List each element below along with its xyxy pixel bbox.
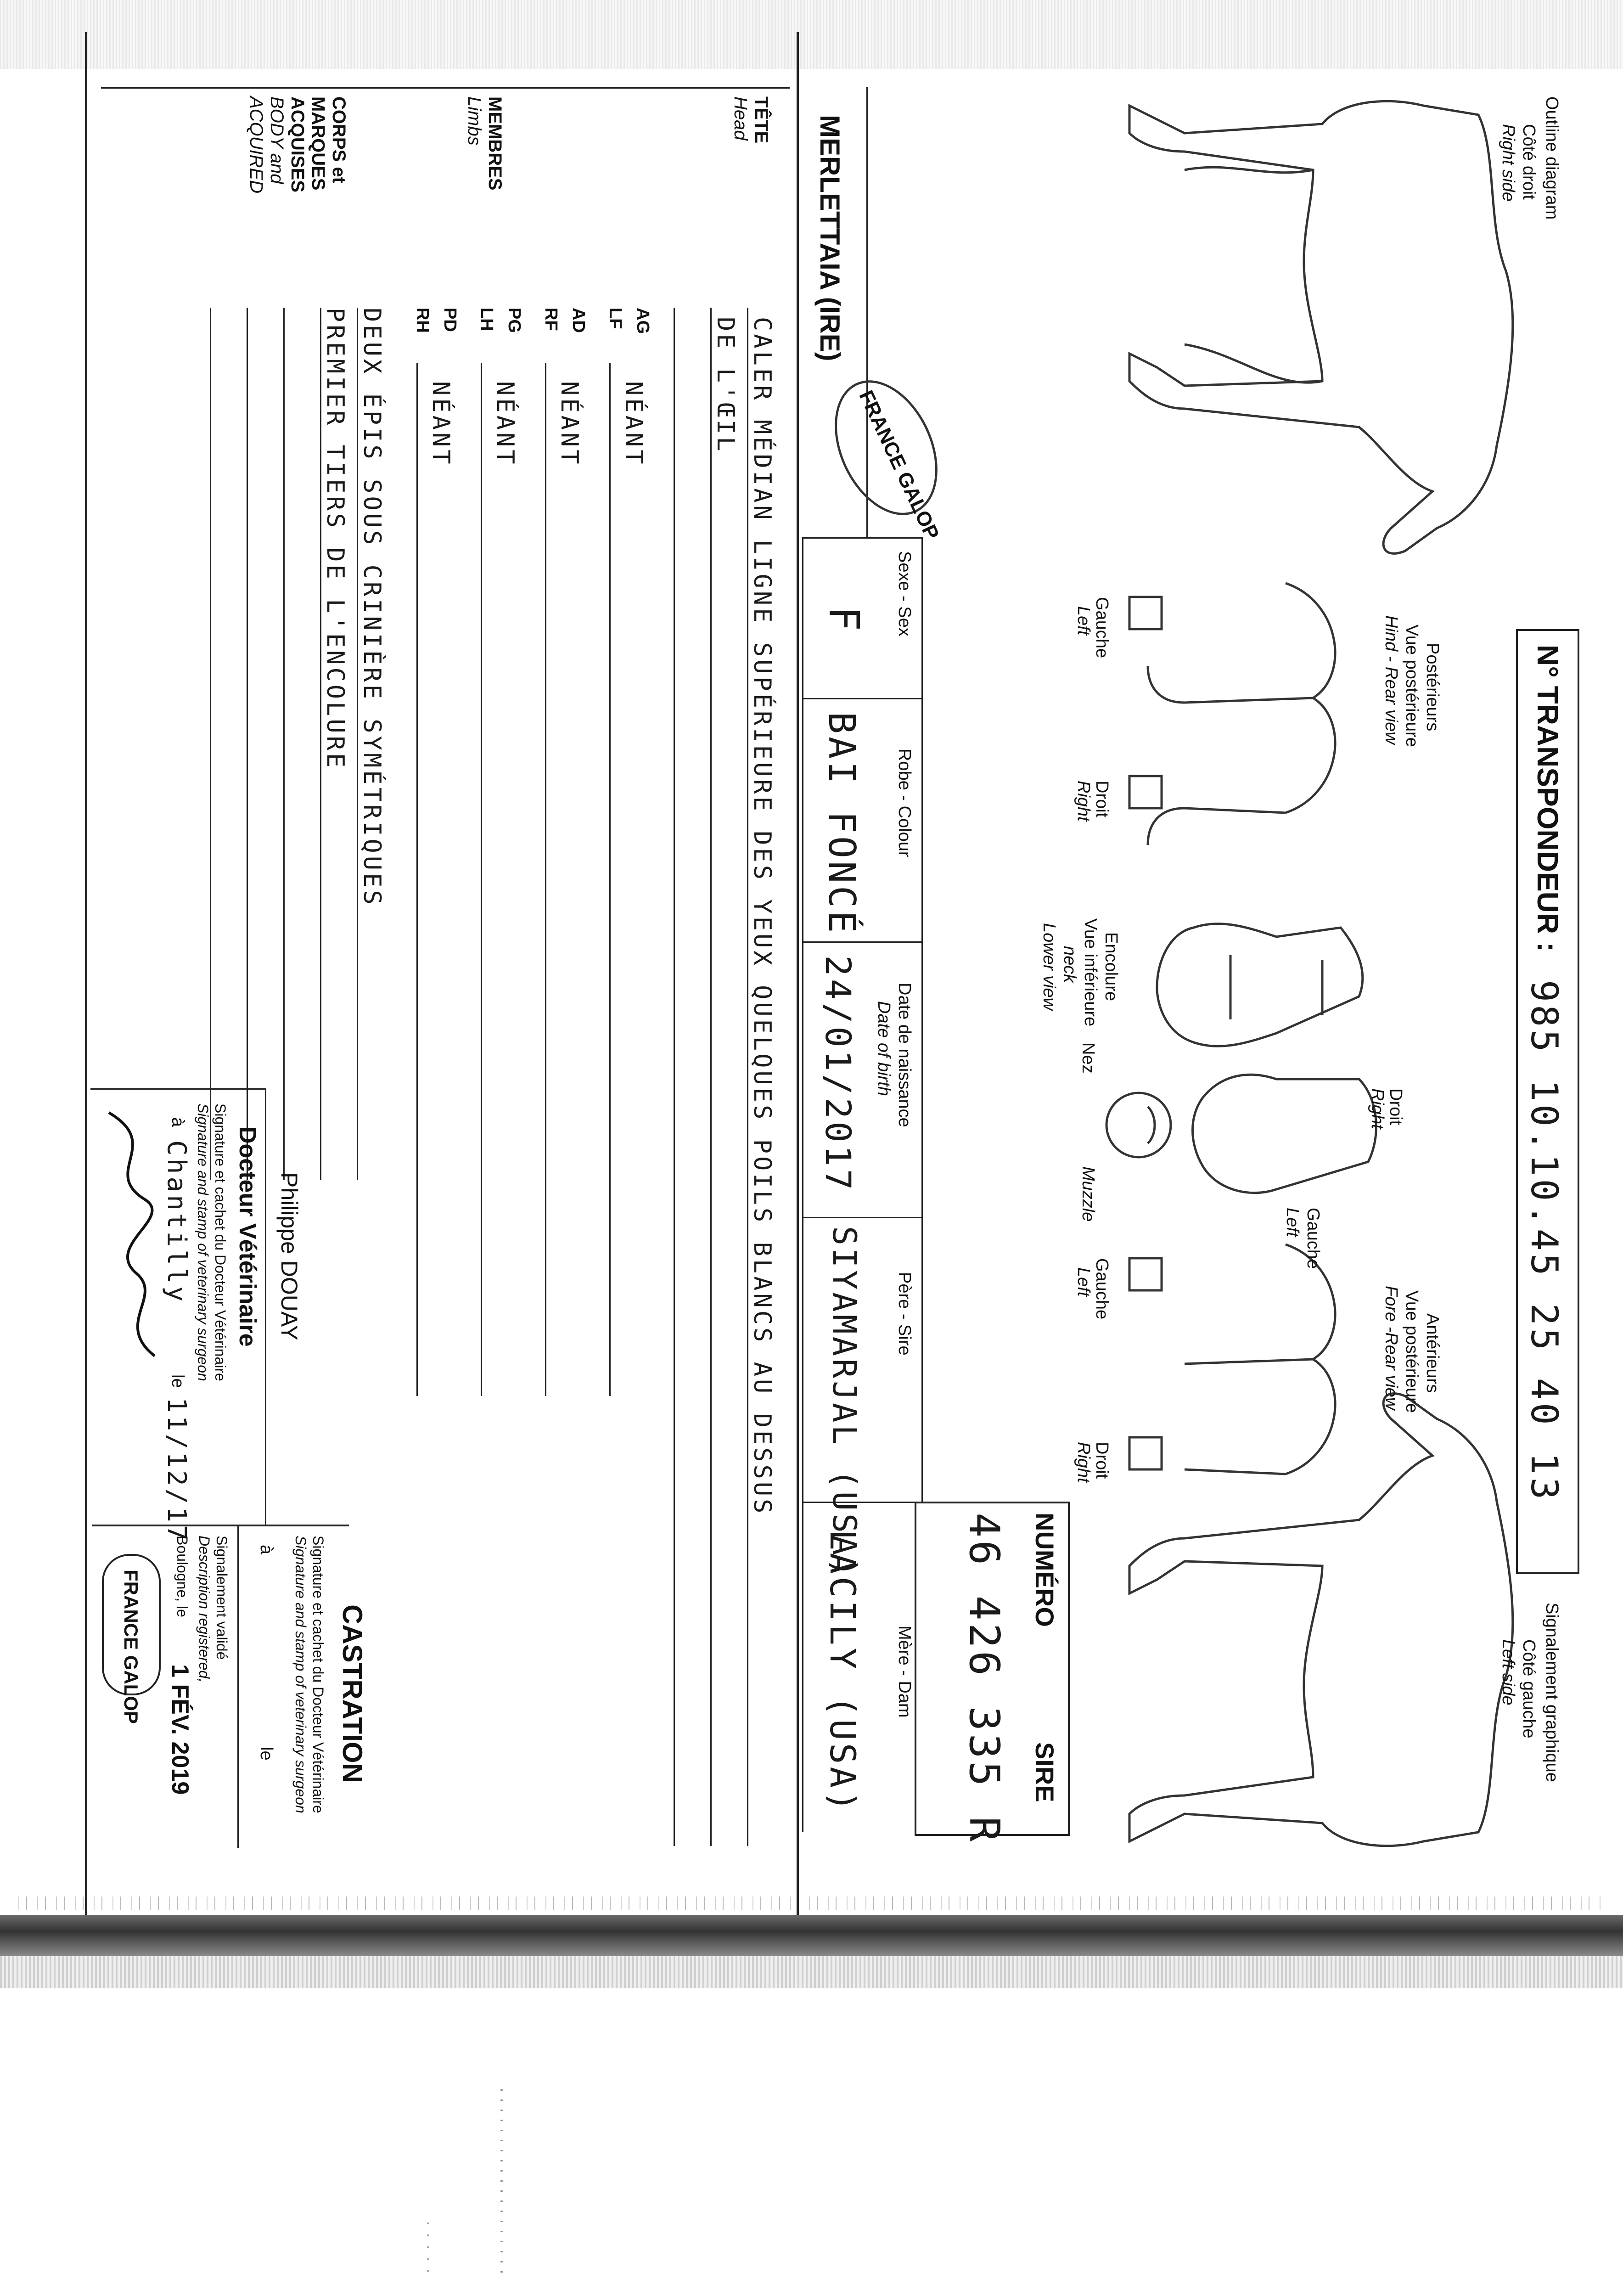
field-sep-3 — [803, 1217, 923, 1218]
limb-value-pg: NÉANT — [491, 381, 519, 467]
validation-stamp — [102, 1554, 161, 1724]
vet-name: Philippe DOUAY — [276, 1172, 302, 1340]
head-front-view — [1193, 1075, 1376, 1193]
body-rule-4 — [247, 308, 248, 1180]
form-bottom-rule — [85, 32, 87, 1915]
fore-right: Right — [1074, 1442, 1093, 1483]
sire-label: SIRE — [1030, 1742, 1059, 1802]
head-rule-3 — [674, 308, 675, 1846]
scan-dark-band — [0, 1915, 1623, 1956]
limb-rule-3 — [481, 363, 482, 1396]
fore-view-fr: Vue postérieure — [1402, 1290, 1421, 1413]
muzzle-label: Muzzle — [1078, 1166, 1098, 1222]
field-sep-1 — [803, 698, 923, 699]
outline-diagram-label: Outline diagram — [1542, 96, 1561, 220]
limb-code-lf: LF — [606, 308, 625, 329]
limb-rule-2 — [545, 363, 546, 1396]
head-left-en: Left — [1283, 1208, 1302, 1237]
numero-sire-value: 46 426 335 R — [960, 1513, 1008, 1845]
head-rule-2 — [710, 308, 712, 1846]
vet-sig-en: Signature and stamp of veterinary surgeon — [195, 1103, 211, 1381]
left-side-en: Left side — [1499, 1639, 1518, 1705]
castration-block — [92, 1525, 368, 1848]
limb-code-pg: PG — [505, 308, 524, 333]
limbs-label-fr: MEMBRES — [485, 96, 505, 191]
colour-value: BAI FONCÉ — [820, 712, 863, 936]
field-row-top — [921, 537, 923, 1502]
body-rule-5 — [210, 308, 211, 1180]
scan-light-band — [0, 1956, 1623, 1988]
castration-le: le — [257, 1747, 276, 1761]
neck-en: neck — [1060, 946, 1079, 983]
vet-date: 11/12/17 — [162, 1397, 191, 1543]
body-label-fr-2: MARQUES — [308, 96, 328, 191]
head-label-en: Head — [730, 96, 751, 141]
limbs-label-en: Limbs — [464, 96, 484, 146]
body-label-en-2: ACQUIRED — [246, 96, 266, 194]
body-line-1: DEUX ÉPIS SOUS CRINIÈRE SYMÉTRIQUES — [358, 308, 386, 907]
body-rule-2 — [320, 308, 321, 1180]
right-side-fr: Côté droit — [1519, 124, 1539, 200]
vet-signature-block — [90, 1088, 302, 1543]
neck-lower-view — [1157, 924, 1363, 1047]
hind-rear-view — [1148, 583, 1335, 845]
scan-dots — [500, 2089, 503, 2273]
horse-name: MERLETTAIA (IRE) — [814, 115, 845, 361]
hind-left: Left — [1074, 606, 1093, 636]
stamp-text: FRANCE GALOP — [854, 387, 943, 543]
fore-left: Left — [1074, 1267, 1093, 1297]
head-label-fr: TÊTE — [751, 96, 771, 144]
dob-label-en: Date of birth — [874, 1001, 893, 1096]
vet-place: Chantilly — [162, 1140, 191, 1305]
left-side-fr: Côté gauche — [1519, 1639, 1539, 1739]
head-line-1: CALER MÉDIAN LIGNE SUPÉRIEURE DES YEUX QUELQUES POILS BLANCS AU DESSUS — [748, 317, 776, 1516]
neck-view-fr: Vue inférieure — [1081, 918, 1100, 1027]
scan-dots-2 — [427, 2223, 429, 2278]
vet-sig-fr: Signature et cachet du Docteur Vétérinaire — [212, 1103, 229, 1381]
dob-label-fr: Date de naissance — [895, 983, 914, 1127]
limb-rule-4 — [416, 363, 418, 1396]
nez-label: Nez — [1078, 1042, 1098, 1074]
markings-left-rule — [101, 87, 790, 89]
transponder-label: N° TRANSPONDEUR : — [1531, 645, 1564, 952]
fore-label: Antérieurs — [1423, 1313, 1442, 1393]
body-rule-1 — [357, 308, 358, 1180]
field-sep-0 — [803, 537, 923, 539]
castration-title: CASTRATION — [337, 1604, 368, 1783]
vet-le-label: le — [168, 1374, 187, 1388]
castration-a: à — [257, 1545, 276, 1555]
vet-signature-scribble — [95, 1108, 173, 1365]
identification-form — [83, 32, 1598, 1915]
hind-gauche: Gauche — [1092, 597, 1112, 658]
dam-value: LACILY (USA) — [822, 1529, 863, 1815]
colour-label: Robe - Colour — [895, 748, 914, 857]
numero-sire-box — [915, 1502, 1070, 1845]
body-label-en-1: BODY and — [267, 96, 287, 184]
body-line-2: PREMIER TIERS DE L'ENCOLURE — [321, 308, 349, 771]
head-left-fr: Gauche — [1303, 1208, 1323, 1269]
numero-label: NUMÉRO — [1030, 1513, 1059, 1627]
limb-value-ad: NÉANT — [556, 381, 583, 467]
castration-sig-en: Signature and stamp of veterinary surgeon — [292, 1536, 309, 1813]
hind-droit: Droit — [1092, 781, 1112, 818]
field-row-bottom — [802, 537, 803, 1832]
limb-rule-1 — [609, 363, 611, 1396]
dob-value: 24/01/2017 — [818, 955, 859, 1193]
transponder-value: 985 10.10.45 25 40 13 — [1523, 980, 1566, 1503]
head-rule-1 — [747, 308, 748, 1846]
left-side-horse — [1129, 1394, 1513, 1846]
limb-value-pd: NÉANT — [427, 381, 455, 467]
fore-droit: Droit — [1092, 1442, 1112, 1479]
fore-view-en: Fore -Rear view — [1382, 1286, 1401, 1410]
hind-view-fr: Vue postérieure — [1402, 625, 1421, 747]
limb-code-ad: AD — [569, 308, 588, 333]
limb-code-lh: LH — [477, 308, 496, 331]
transponder-box — [1516, 629, 1579, 1574]
field-sep-4 — [803, 1502, 923, 1503]
limb-code-ag: AG — [633, 308, 652, 334]
vet-title: Docteur Vétérinaire — [234, 1126, 261, 1347]
body-rule-3 — [283, 308, 285, 1180]
validation-stamp-org: FRANCE GALOP — [120, 1570, 142, 1724]
sex-value: F — [820, 606, 868, 634]
hind-view-en: Hind - Rear view — [1382, 615, 1401, 744]
neck-view-en: Lower view — [1039, 923, 1059, 1011]
graphic-signalement-label: Signalement graphique — [1542, 1603, 1561, 1782]
sex-label: Sexe - Sex — [895, 551, 914, 636]
sire-label-field: Père - Sire — [895, 1272, 914, 1356]
head-right-fr: Droit — [1386, 1088, 1405, 1125]
right-side-en: Right side — [1499, 124, 1518, 202]
fore-gauche: Gauche — [1092, 1258, 1112, 1320]
vet-a-label: à — [168, 1117, 187, 1127]
head-right-en: Right — [1368, 1088, 1387, 1129]
sire-value: SIYAMARJAL (USA) — [826, 1226, 863, 1580]
castration-divider — [237, 1526, 239, 1848]
dam-label-field: Mère - Dam — [895, 1626, 914, 1718]
hind-label: Postérieurs — [1423, 643, 1442, 732]
hind-right: Right — [1074, 781, 1093, 822]
validation-line2: Description registered, — [196, 1536, 213, 1683]
validation-line1: Signalement validé — [213, 1536, 230, 1660]
limb-code-rh: RH — [413, 308, 432, 333]
head-line-2: DE L'ŒIL — [712, 317, 739, 454]
field-sep-2 — [803, 941, 923, 943]
limb-value-ag: NÉANT — [620, 381, 647, 467]
fore-rear-view — [1185, 1244, 1335, 1474]
limb-code-rf: RF — [541, 308, 561, 331]
form-mid-rule — [797, 32, 799, 1915]
neck-fr: Encolure — [1101, 932, 1121, 1001]
validation-line3: Boulogne, le — [174, 1536, 191, 1617]
castration-sig-fr: Signature et cachet du Docteur Vétérinaire — [310, 1536, 326, 1813]
limb-code-pd: PD — [440, 308, 460, 332]
validation-stamp-date: 1 FÉV. 2019 — [167, 1664, 193, 1795]
body-label-fr-3: ACQUISES — [287, 96, 308, 192]
body-label-fr-1: CORPS et — [329, 96, 349, 183]
